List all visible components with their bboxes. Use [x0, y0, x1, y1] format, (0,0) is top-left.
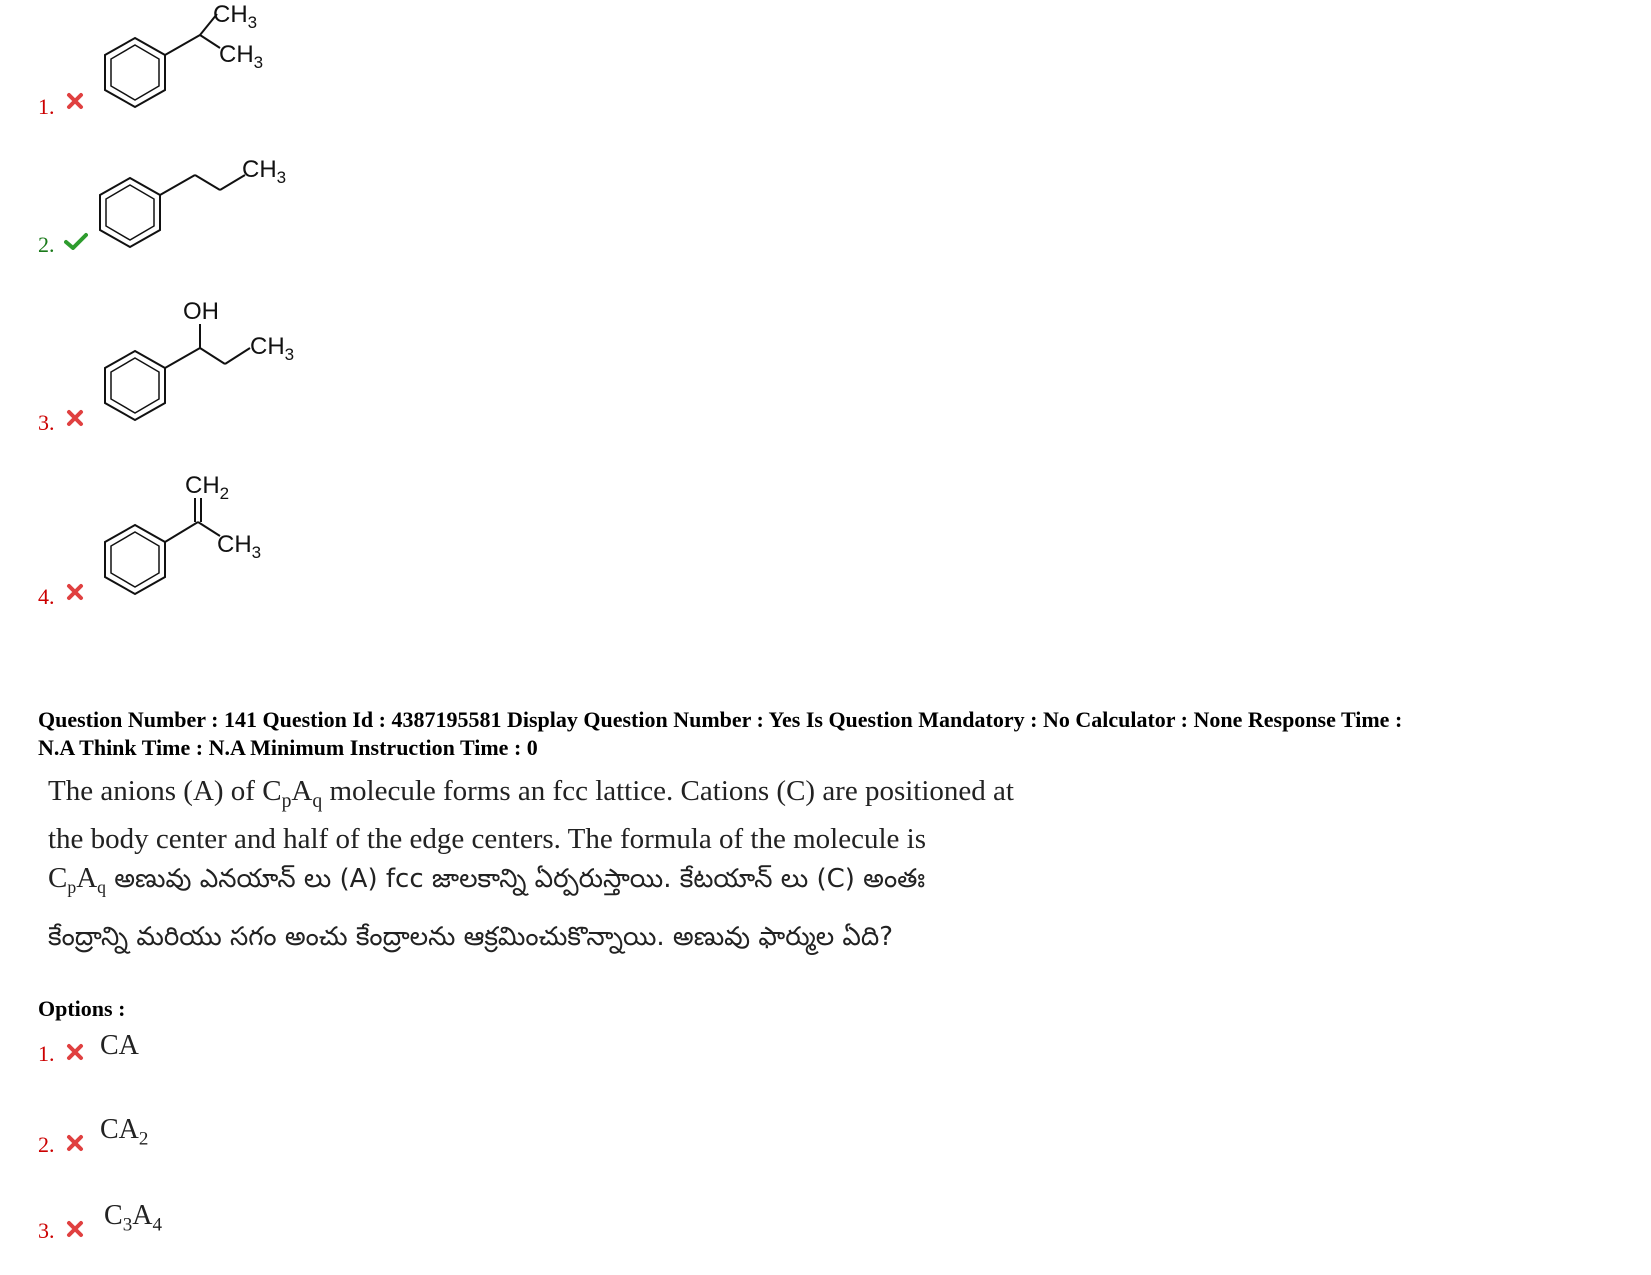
ch3-label: CH: [219, 41, 254, 68]
question-text-en-line-2: the body center and half of the edge centers. The formula of the molecule is: [48, 822, 926, 855]
structure-cumene: [95, 0, 315, 125]
option-3-number: 3.: [38, 1218, 55, 1243]
option-3-value: $C_3A_4$: [104, 1200, 162, 1236]
ch3-subscript: 3: [253, 53, 264, 72]
question-text-telugu-line-2: కేంద్రాన్ని మరియు సగం అంచు కేంద్రాలను ఆక్రమించుకొన్నాయి. అణువు ఫార్ముల ఏది?: [48, 922, 894, 952]
ch3-subscript: 3: [284, 345, 295, 364]
ch3-label: CH: [250, 333, 285, 360]
ch3-label: CH: [213, 1, 248, 28]
question-text-telugu-line-1: $C_pA_q$ అణువు ఎనయాన్ లు (A) fcc జాలకాన్ని ఏర్పరుస్తాయి. కేటయాన్ లు (C) అంతః: [48, 862, 926, 898]
structure-phenylpropanol: [95, 296, 335, 431]
options-label: Options :: [38, 996, 126, 1021]
prev-option-3-number: 3.: [38, 410, 55, 435]
prev-option-1-number: 1.: [38, 94, 55, 119]
oh-label: OH: [183, 298, 219, 325]
prev-option-4-number: 4.: [38, 584, 55, 609]
wrong-cross-icon: [66, 92, 84, 110]
option-1-value: CA: [100, 1030, 139, 1061]
wrong-cross-icon: [66, 1134, 84, 1152]
structure-methylstyrene: [95, 470, 315, 605]
question-meta-line-1: Question Number : 141 Question Id : 4387195581 Display Question Number : Yes Is Question Mandatory : No Calculator : None Response Time :: [38, 707, 1403, 732]
prev-option-2-number: 2.: [38, 232, 55, 257]
option-2-value: $CA_2$: [100, 1114, 149, 1150]
question-meta-line-2: N.A Think Time : N.A Minimum Instruction Time : 0: [38, 735, 538, 760]
ch3-label: CH: [242, 156, 277, 183]
correct-check-icon: [64, 232, 88, 250]
wrong-cross-icon: [66, 583, 84, 601]
svg-text:CH3: [250, 333, 294, 364]
question-meta: [38, 706, 1618, 762]
ch2-label: CH: [185, 472, 220, 499]
svg-text:CH3: [217, 531, 261, 562]
option-1-number: 1.: [38, 1041, 55, 1066]
question-text-en-line-1: The anions (A) of $C_pA_q$ molecule forms an fcc lattice. Cations (C) are positioned at: [48, 775, 1014, 812]
ch3-label: CH: [217, 531, 252, 558]
structure-propylbenzene: [90, 150, 330, 265]
option-2-number: 2.: [38, 1132, 55, 1157]
wrong-cross-icon: [66, 1043, 84, 1061]
svg-text:CH3: [213, 1, 257, 32]
svg-text:CH3: [219, 41, 263, 72]
svg-text:CH3: [242, 156, 286, 187]
ch2-subscript: 2: [219, 484, 230, 503]
ch3-subscript: 3: [251, 543, 262, 562]
wrong-cross-icon: [66, 409, 84, 427]
wrong-cross-icon: [66, 1220, 84, 1238]
svg-text:CH2: [185, 472, 229, 503]
ch3-subscript: 3: [276, 168, 287, 187]
ch3-subscript: 3: [247, 13, 258, 32]
question-text-english: [48, 772, 1148, 858]
